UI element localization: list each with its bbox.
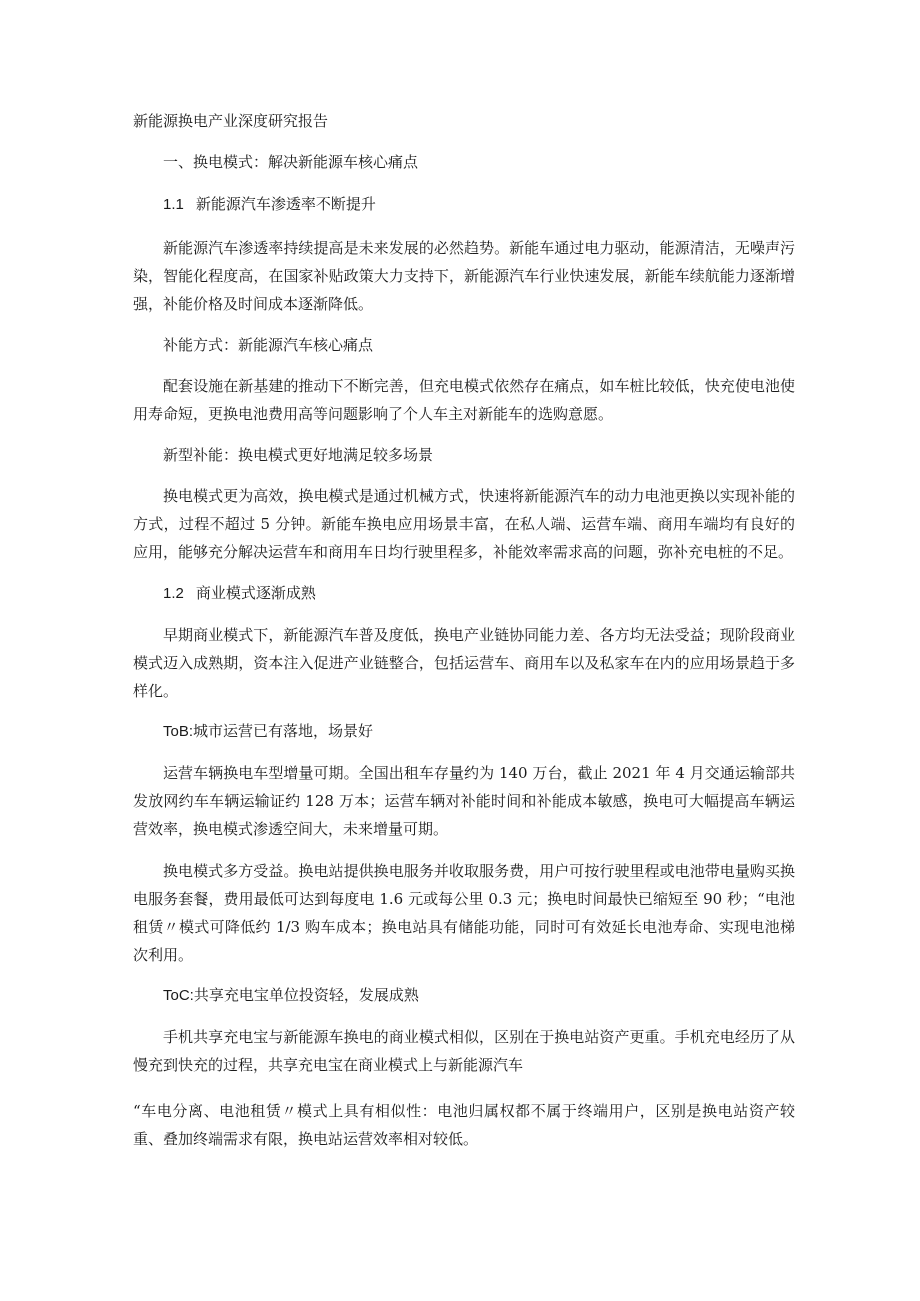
- subsection-title: 新能源汽车渗透率不断提升: [195, 195, 376, 213]
- heading-tob: ToB:城市运营已有落地，场景好: [163, 723, 374, 740]
- section-heading-1: 一、换电模式：解决新能源车核心痛点: [163, 153, 419, 171]
- paragraph-battery-rental: “车电分离、电池租赁〃模式上具有相似性：电池归属权都不属于终端用户，区别是换电站资产较重、叠加终端需求有限，换电站运营效率相对较低。: [133, 1102, 795, 1148]
- paragraph-business-model: 早期商业模式下，新能源汽车普及度低，换电产业链协同能力差、各方均无法受益；现阶段商业模式迈入成熟期，资本注入促进产业链整合，包括运营车、商用车以及私家车在内的应用场景趋于多样化。: [133, 626, 795, 700]
- subsection-heading-1-1: [163, 191, 795, 218]
- heading-new-charging: 新型补能：换电模式更好地满足较多场景: [163, 446, 434, 464]
- subsection-number: 1.1: [163, 196, 184, 213]
- paragraph-penetration: 新能源汽车渗透率持续提高是未来发展的必然趋势。新能车通过电力驱动，能源清洁，无噪声污染，智能化程度高，在国家补贴政策大力支持下，新能源汽车行业快速发展，新能车续航能力逐渐增强，补能价格及时间成本逐渐降低。: [133, 239, 795, 313]
- paragraph-operating-vehicles: 运营车辆换电车型增量可期。全国出租车存量约为 140 万台，截止 2021 年 4 月交通运输部共发放网约车车辆运输证约 128 万本；运营车辆对补能时间和补能成本敏感，换电可大幅提高车辆运营效率，换电模式渗透空间大，未来增量可期。: [133, 764, 795, 838]
- paragraph-power-bank: 手机共享充电宝与新能源车换电的商业模式相似，区别在于换电站资产更重。手机充电经历了从慢充到快充的过程，共享充电宝在商业模式上与新能源汽车: [133, 1028, 795, 1074]
- subsection-title: 商业模式逐渐成熟: [195, 584, 316, 602]
- subsection-number: 1.2: [163, 585, 184, 602]
- heading-charging-method: 补能方式：新能源汽车核心痛点: [163, 336, 374, 354]
- document-body: [133, 108, 795, 1167]
- paragraph-charging-pain: 配套设施在新基建的推动下不断完善，但充电模式依然存在痛点，如车桩比较低，快充使电池使用寿命短，更换电池费用高等问题影响了个人车主对新能车的选购意愿。: [133, 377, 795, 423]
- heading-toc: ToC:共享充电宝单位投资轻，发展成熟: [163, 987, 419, 1004]
- paragraph-multi-benefit: 换电模式多方受益。换电站提供换电服务并收取服务费，用户可按行驶里程或电池带电量购买换电服务套餐，费用最低可达到每度电 1.6 元或每公里 0.3 元；换电时间最快已缩短至 90 秒；“电池租赁〃模式可降低约 1/3 购车成本；换电站具有储能功能，同时可有效延长电池寿命、实现电池梯次利用。: [133, 862, 795, 964]
- paragraph-battery-swap: 换电模式更为高效，换电模式是通过机械方式，快速将新能源汽车的动力电池更换以实现补能的方式，过程不超过 5 分钟。新能车换电应用场景丰富，在私人端、运营车端、商用车端均有良好的应用，能够充分解决运营车和商用车日均行驶里程多，补能效率需求高的问题，弥补充电桩的不足。: [133, 487, 795, 561]
- document-title: 新能源换电产业深度研究报告: [133, 112, 329, 130]
- subsection-heading-1-2: [163, 580, 795, 607]
